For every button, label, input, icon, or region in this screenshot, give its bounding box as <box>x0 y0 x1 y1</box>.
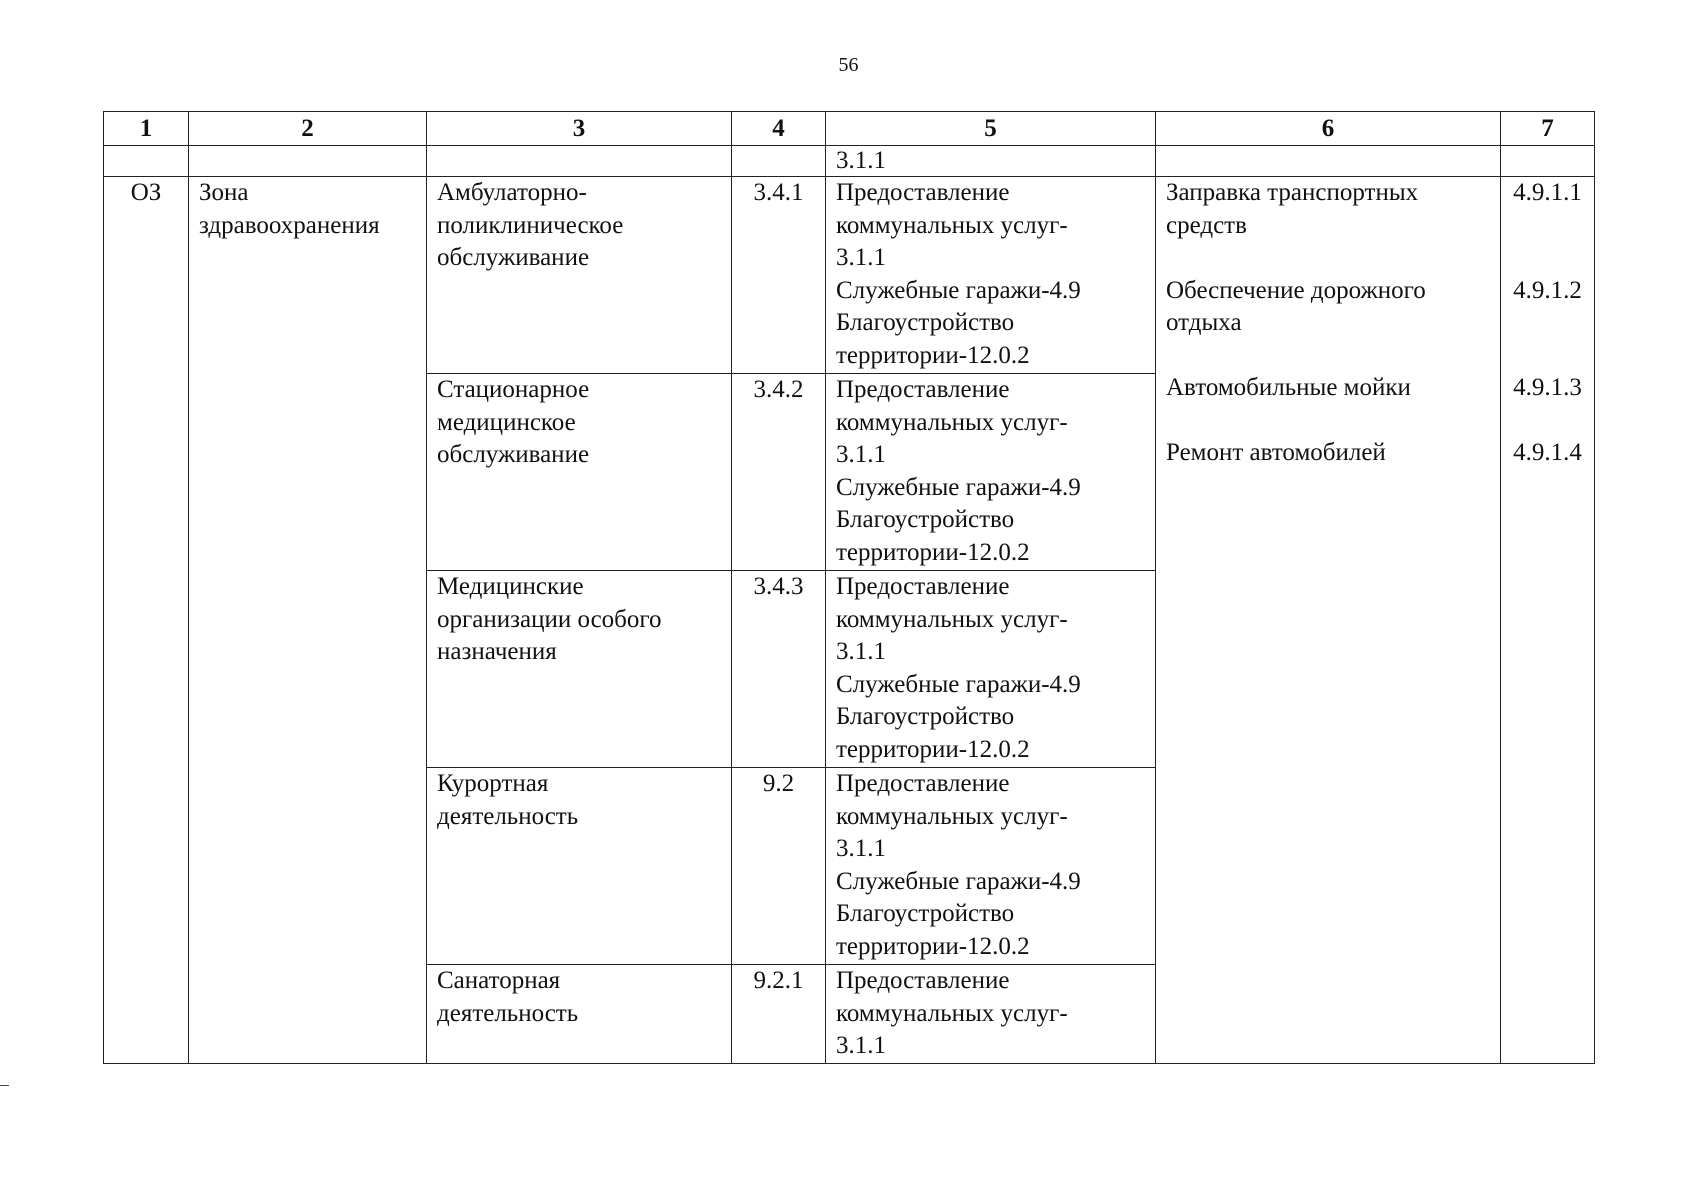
auxiliary-uses-line: 3.1.1 <box>836 441 886 468</box>
auxiliary-uses-line: коммунальных услуг- <box>836 408 1068 436</box>
main-use-name-line: Курортная <box>437 770 549 797</box>
main-use-name-line: Санаторная <box>437 967 561 994</box>
continuation-cell-5: 3.1.1 <box>826 146 1156 177</box>
main-use-name-line: поликлиническое <box>437 211 624 239</box>
spacer <box>1166 340 1490 373</box>
continuation-cell-4 <box>732 146 826 177</box>
conditional-use-name: отдыха <box>1166 309 1242 336</box>
continuation-cell-7 <box>1501 146 1595 177</box>
header-cell-1: 1 <box>104 112 189 146</box>
spacer <box>1505 210 1590 243</box>
auxiliary-uses <box>826 965 1156 1064</box>
spacer <box>1166 242 1490 275</box>
auxiliary-uses-line: 3.1.1 <box>836 1032 886 1059</box>
auxiliary-uses-line: коммунальных услуг- <box>836 211 1068 239</box>
header-cell-6: 6 <box>1156 112 1501 146</box>
spacer <box>1505 307 1590 340</box>
page-number: 56 <box>838 54 859 76</box>
auxiliary-uses-line: Благоустройство <box>836 506 1015 533</box>
auxiliary-uses <box>826 768 1156 965</box>
auxiliary-uses-line: территории-12.0.2 <box>836 538 1030 566</box>
continuation-row <box>104 146 1595 177</box>
header-cell-2: 2 <box>189 112 427 146</box>
main-use-name-line: обслуживание <box>437 244 590 271</box>
main-use-code: 3.4.2 <box>732 374 826 571</box>
main-use-name-line: Амбулаторно- <box>437 179 587 206</box>
auxiliary-uses-line: 3.1.1 <box>836 835 886 862</box>
spacer <box>1505 340 1590 373</box>
zone-code: ОЗ <box>104 177 189 1064</box>
table-row <box>104 177 1595 374</box>
auxiliary-uses <box>826 571 1156 768</box>
zoning-regulations-table <box>103 111 1595 1064</box>
main-use-name <box>427 768 732 965</box>
main-use-code: 9.2.1 <box>732 965 826 1064</box>
auxiliary-uses-line: территории-12.0.2 <box>836 341 1030 369</box>
auxiliary-uses-line: Предоставление <box>836 376 1010 403</box>
auxiliary-uses-line: 3.1.1 <box>836 244 886 271</box>
auxiliary-uses-line: Благоустройство <box>836 703 1015 730</box>
auxiliary-uses-line: Служебные гаражи-4.9 <box>836 473 1081 501</box>
spacer <box>1166 405 1490 438</box>
continuation-cell-3 <box>427 146 732 177</box>
main-use-name-line: деятельность <box>437 802 579 830</box>
conditional-use-name: Обеспечение дорожного <box>1166 276 1426 304</box>
auxiliary-uses-line: территории-12.0.2 <box>836 932 1030 960</box>
auxiliary-uses <box>826 374 1156 571</box>
main-use-name <box>427 374 732 571</box>
continuation-cell-1 <box>104 146 189 177</box>
main-use-name-line: деятельность <box>437 999 579 1027</box>
scan-edge-mark <box>0 1085 9 1086</box>
main-use-name <box>427 965 732 1064</box>
auxiliary-uses-line: коммунальных услуг- <box>836 605 1068 633</box>
continuation-cell-6 <box>1156 146 1501 177</box>
main-use-code: 3.4.1 <box>732 177 826 374</box>
auxiliary-uses-line: Предоставление <box>836 967 1010 994</box>
header-row <box>104 112 1595 146</box>
auxiliary-uses-line: Предоставление <box>836 573 1010 600</box>
conditional-use-code: 4.9.1.2 <box>1513 276 1582 304</box>
auxiliary-uses-line: коммунальных услуг- <box>836 999 1068 1027</box>
main-use-name-line: медицинское <box>437 408 576 436</box>
continuation-cell-2 <box>189 146 427 177</box>
auxiliary-uses-line: Предоставление <box>836 179 1010 206</box>
header-cell-3: 3 <box>427 112 732 146</box>
auxiliary-uses-line: Служебные гаражи-4.9 <box>836 276 1081 304</box>
auxiliary-uses-line: Предоставление <box>836 770 1010 797</box>
auxiliary-uses-line: Благоустройство <box>836 900 1015 927</box>
main-use-name-line: организации особого <box>437 605 662 633</box>
main-use-code: 9.2 <box>732 768 826 965</box>
header-cell-4: 4 <box>732 112 826 146</box>
header-cell-7: 7 <box>1501 112 1595 146</box>
main-use-code: 3.4.3 <box>732 571 826 768</box>
zone-name-line: Зона <box>199 179 249 206</box>
conditional-use-name: Автомобильные мойки <box>1166 374 1411 401</box>
conditional-use-name: средств <box>1166 211 1247 239</box>
auxiliary-uses-line: территории-12.0.2 <box>836 735 1030 763</box>
auxiliary-uses-line: коммунальных услуг- <box>836 802 1068 830</box>
spacer <box>1505 405 1590 438</box>
conditional-uses <box>1156 177 1501 1064</box>
conditional-use-code: 4.9.1.3 <box>1513 374 1582 401</box>
auxiliary-uses-line: Служебные гаражи-4.9 <box>836 867 1081 895</box>
main-use-name-line: Медицинские <box>437 573 584 600</box>
conditional-use-codes <box>1501 177 1595 1064</box>
zone-name <box>189 177 427 1064</box>
main-use-name <box>427 571 732 768</box>
auxiliary-uses-line: 3.1.1 <box>836 638 886 665</box>
auxiliary-uses-line: Благоустройство <box>836 309 1015 336</box>
main-use-name-line: назначения <box>437 638 557 665</box>
conditional-use-code: 4.9.1.4 <box>1513 439 1582 466</box>
conditional-use-name: Заправка транспортных <box>1166 179 1419 206</box>
zone-name-line: здравоохранения <box>199 211 380 239</box>
spacer <box>1505 242 1590 275</box>
main-use-name-line: Стационарное <box>437 376 590 403</box>
auxiliary-uses <box>826 177 1156 374</box>
conditional-use-code: 4.9.1.1 <box>1513 179 1582 206</box>
header-cell-5: 5 <box>826 112 1156 146</box>
conditional-use-name: Ремонт автомобилей <box>1166 439 1386 466</box>
auxiliary-uses-line: Служебные гаражи-4.9 <box>836 670 1081 698</box>
main-use-name <box>427 177 732 374</box>
main-use-name-line: обслуживание <box>437 441 590 468</box>
